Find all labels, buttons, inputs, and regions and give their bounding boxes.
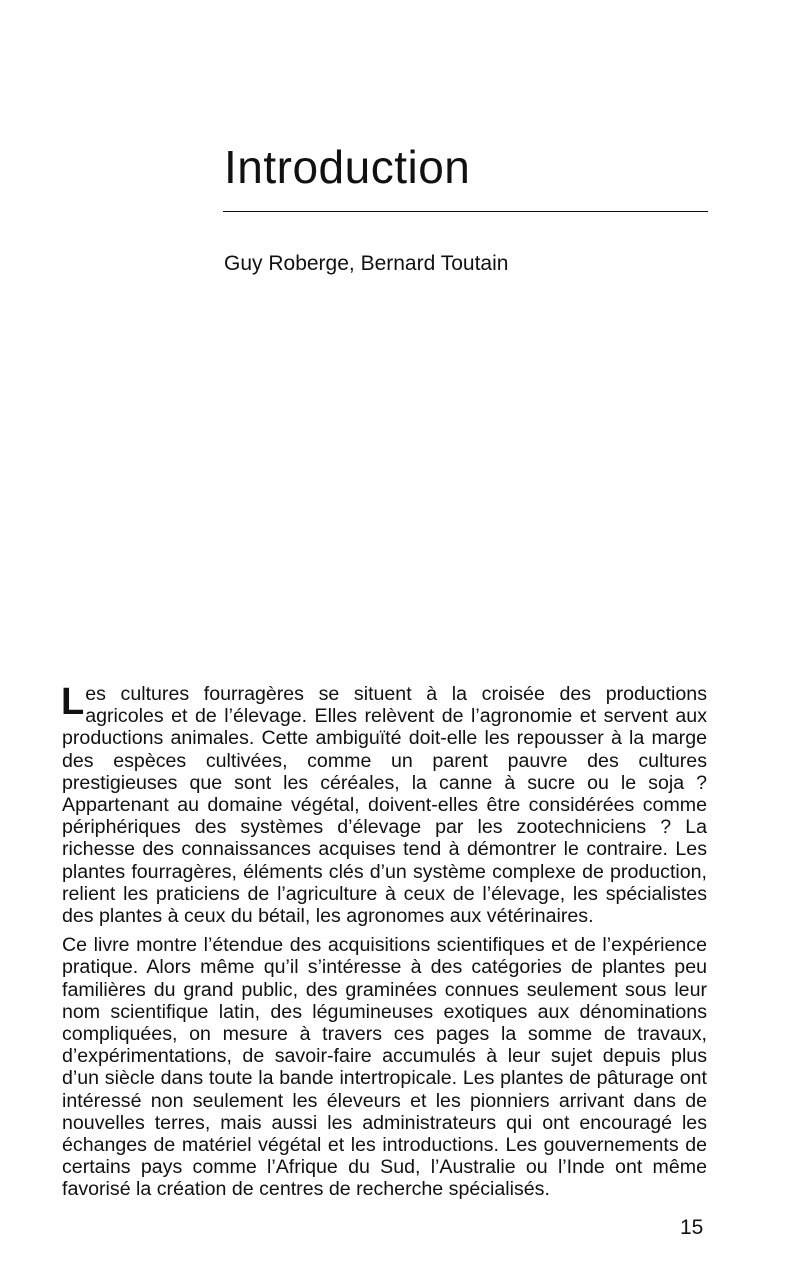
body-paragraph-2: Ce livre montre l’étendue des acquisitions scientifiques et de l’expérience pratique. Alors même qu’il s’intéresse à des catégories de plantes peu familières du grand public, des graminées connues seulement sous leur nom scientifique latin, des légumineuses exotiques aux dénominations compliquées, on mesure à travers ces pages la somme de travaux, d’expérimentations, de savoir-faire accumulés à leur sujet depuis plus d’un siècle dans toute la bande intertropicale. Les plantes de pâturage ont intéressé non seulement les éleveurs et les pionniers arrivant dans de nouvelles terres, mais aussi les administrateurs qui ont encouragé les échanges de matériel végétal et les introductions. Les gouvernements de certains pays comme l’Afrique du Sud, l’Australie ou l’Inde ont même favorisé la création de centres de recherche spécialisés. — [62, 934, 707, 1201]
paragraph-1-text: es cultures fourragères se situent à la croisée des productions agricoles et de l’élevage. Elles relèvent de l’agronomie et servent aux productions animales. Cette ambiguïté doit-elle les repousser à la marge des espèces cultivées, comme un parent pauvre des cultures prestigieuses que sont les céréales, la canne à sucre ou le soja ? Appartenant au domaine végétal, doivent-elles être considérées comme périphériques des systèmes d’élevage par les zootechniciens ? La richesse des connaissances acquises tend à démontrer le contraire. Les plantes fourragères, éléments clés d’un système complexe de production, relient les praticiens de l’agriculture à ceux de l’élevage, les spécialistes des plantes à ceux du bétail, les agronomes aux vétérinaires. — [62, 683, 707, 928]
page-number: 15 — [680, 1216, 704, 1239]
body-paragraph-1 — [62, 683, 707, 927]
chapter-title: Introduction — [224, 141, 471, 193]
chapter-authors: Guy Roberge, Bernard Toutain — [224, 252, 509, 275]
drop-cap: L — [61, 681, 85, 723]
chapter-body — [62, 683, 707, 1201]
title-underline-divider — [223, 211, 708, 212]
